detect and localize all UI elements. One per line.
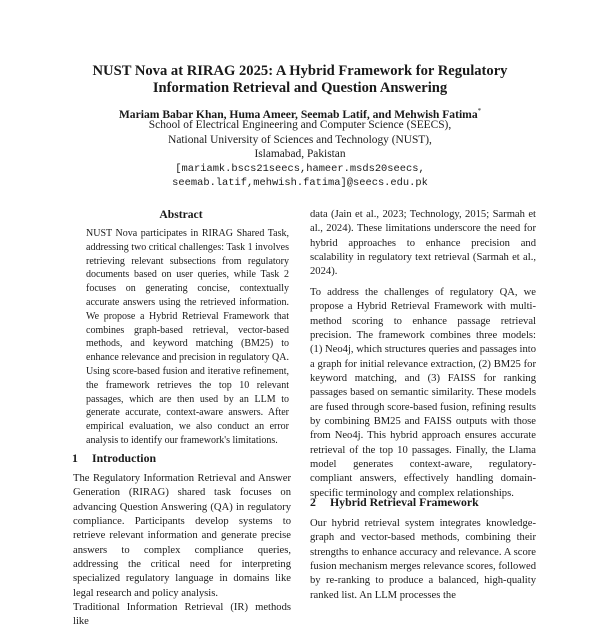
paragraph: Traditional Information Retrieval (IR) methods like [73,602,291,628]
title-line-2: Information Retrieval and Question Answering [152,80,448,96]
email-line-1: [mariamk.bscs21seecs,hameer.msds20seecs, [175,162,425,175]
paragraph: To address the challenges of regulatory QA, we propose a Hybrid Retrieval Framework with multi-method scoring to enhance passage retrieval precision. The framework combines three models: (1) Neo4j, which structures queries and passages into a graph for initial relevance extraction, (2) BM25 for keyword matching, and (3) FAISS for ranking passages based on semantic similarity. These models are fused through score-based fusion, refining results by combining BM25 and FAISS outputs with those from Neo4j. This hybrid approach ensures accurate retrieval of the top 10 passages. Finally, the Llama model generates context-aware, regulatory-compliant answers, effectively handling domain-specific terminology and complex relationships. [310,287,536,499]
abstract-text: NUST Nova participates in RIRAG Shared Task, addressing two critical challenges: Task 1 involves retrieving relevant subsections from regulatory documents based on user queries, while Task 2 focuses on generating concise, contextually accurate answers using the retrieved information. We propose a Hybrid Retrieval Framework that combines graph-based retrieval, vector-based methods, and keyword matching (BM25) to enhance relevance and precision in regulatory QA. Using score-based fusion and iterative refinement, the framework retrieves the top 10 relevant passages, which are then used by an LLM to generate accurate, context-aware answers. After empirical evaluation, we also conduct an error analysis to identify our framework's limitations. [86,228,289,446]
introduction-body [73,472,291,630]
section-heading-hybrid-retrieval [310,495,536,509]
affiliation [60,118,540,191]
section-number: 1 [72,451,78,465]
section-heading-introduction [72,451,292,465]
title-line-1: NUST Nova at RIRAG 2025: A Hybrid Framework for Regulatory [92,63,508,79]
section-number: 2 [310,495,316,509]
paragraph: The Regulatory Information Retrieval and Answer Generation (RIRAG) shared task focuses on advancing Question Answering (QA) in regulatory compliance. Participants develop systems to retrieve relevant information and generate precise answers to complex compliance queries, addressing the critical need for interpreting specialized regulatory language in domains like legal research and policy analysis. [73,473,291,599]
paragraph: data (Jain et al., 2023; Technology, 2015; Sarmah et al., 2024). These limitations underscore the need for hybrid approaches to enhance precision and scalability in regulatory text retrieval (Sarmah et al., 2024). [310,209,536,278]
section-title: Introduction [92,451,157,465]
email-line-2: seemab.latif,mehwish.fatima]@seecs.edu.pk [172,177,428,190]
paper-title [60,63,540,97]
corresponding-author-mark: * [477,107,482,115]
left-column [72,208,291,628]
authors-text: Mariam Babar Khan, Huma Ameer, Seemab Latif, and Mehwish Fatima [118,107,478,121]
abstract-heading: Abstract [159,208,203,221]
affiliation-location: Islamabad, Pakistan [254,148,346,161]
section-2-body [310,517,536,603]
section-title: Hybrid Retrieval Framework [330,495,479,509]
affiliation-school: School of Electrical Engineering and Computer Science (SEECS), [148,119,452,131]
paragraph: Our hybrid retrieval system integrates knowledge-graph and vector-based methods, combining their strengths to enhance accuracy and relevance. A score fusion mechanism merges relevance scores, followed by re-ranking to produce a balanced, high-quality ranked list. An LLM processes the [310,518,536,601]
affiliation-university: National University of Sciences and Technology (NUST), [168,133,432,146]
